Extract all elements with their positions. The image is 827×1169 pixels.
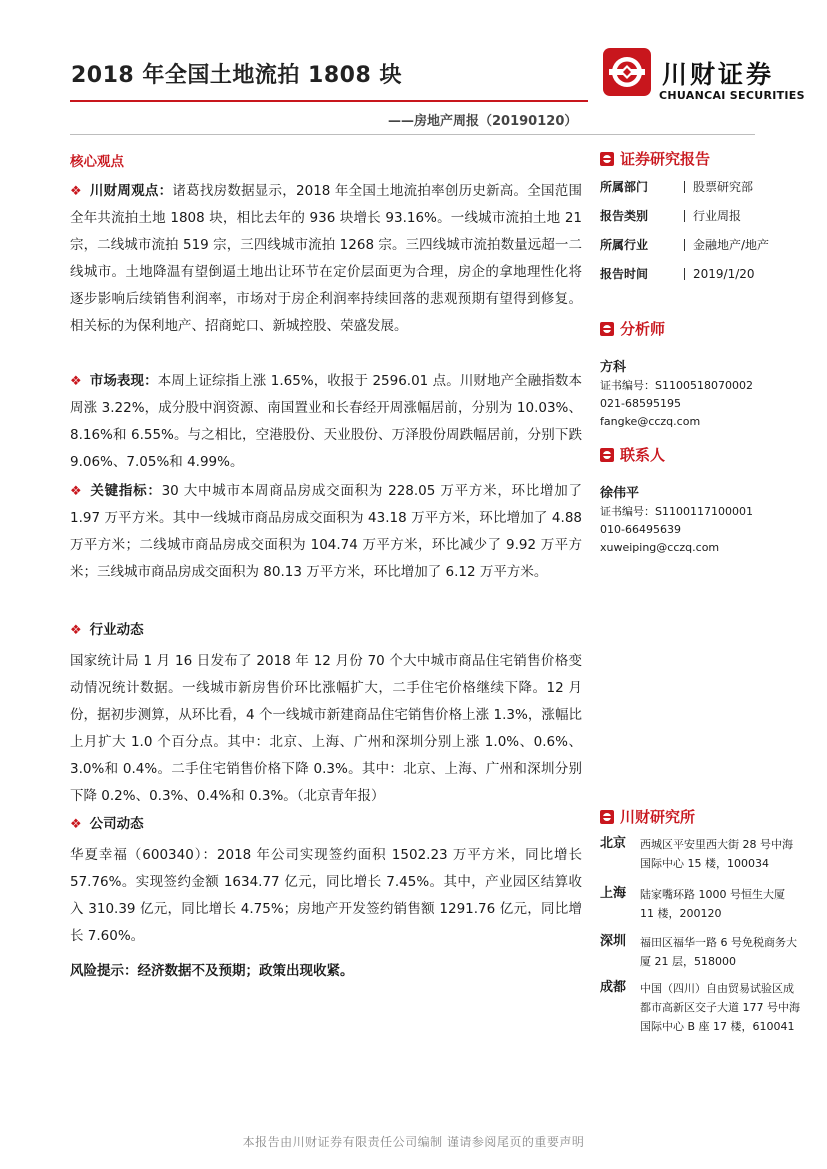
indicators-label: 关键指标： bbox=[90, 483, 162, 499]
report-subtitle: ——房地产周报（20190120） bbox=[388, 114, 578, 129]
section-market bbox=[70, 368, 582, 476]
company-heading: 公司动态 bbox=[89, 816, 144, 832]
weekly-view-label: 川财周观点： bbox=[89, 183, 173, 199]
risk-warning: 风险提示：经济数据不及预期；政策出现收紧。 bbox=[70, 963, 354, 979]
report-type-heading bbox=[600, 148, 800, 169]
office-shenzhen bbox=[600, 930, 800, 971]
contact-cert: 证书编号：S1100117100001 bbox=[600, 505, 753, 518]
company-text: 华夏幸福（600340）：2018 年公司实现签约面积 1502.23 万平方米，同比增长 57.76%。实现签约金额 1634.77 亿元，同比增长 7.45%。其中，产业园区结算收入 310.39 亿元，同比增长 4.75%；房地产开发签约销售额 1291.76 亿元，同比增长 7.60%。 bbox=[70, 847, 582, 944]
report-info-table bbox=[600, 172, 800, 288]
office-city: 上海 bbox=[600, 886, 627, 901]
analyst-phone: 021-68595195 bbox=[600, 397, 681, 410]
company-heading-row bbox=[70, 812, 582, 832]
office-address: 中国（四川）自由贸易试验区成都市高新区交子大道 177 号中海国际中心 B 座 17 楼，610041 bbox=[640, 982, 800, 1033]
contact-heading bbox=[600, 444, 800, 465]
info-value: 金融地产/地产 bbox=[684, 239, 769, 251]
market-label: 市场表现： bbox=[89, 373, 158, 389]
diamond-bullet-icon: ❖ bbox=[70, 184, 82, 199]
info-label: 所属行业 bbox=[600, 238, 649, 252]
section-indicators bbox=[70, 478, 582, 586]
research-institute-heading bbox=[600, 806, 800, 827]
indicators-text: 30 大中城市本周商品房成交面积为 228.05 万平方米，环比增加了 1.97 万平方米。其中一线城市商品房成交面积为 43.18 万平方米，环比增加了 4.88 万平方米；二线城市商品房成交面积为 104.74 万平方米，环比减少了 9.92 万平方米；三线城市商品房成交面积为 80.13 万平方米，环比增加了 6.12 万平方米。 bbox=[70, 483, 582, 580]
contact-name: 徐伟平 bbox=[600, 486, 640, 501]
info-row-category bbox=[600, 201, 800, 230]
office-city: 北京 bbox=[600, 836, 627, 851]
office-address: 陆家嘴环路 1000 号恒生大厦 11 楼，200120 bbox=[640, 888, 785, 920]
office-chengdu bbox=[600, 976, 800, 1036]
logo-mini-icon bbox=[600, 322, 614, 336]
report-title: 2018 年全国土地流拍 1808 块 bbox=[71, 63, 402, 88]
logo-mini-icon bbox=[600, 448, 614, 462]
market-text: 本周上证综指上涨 1.65%，收报于 2596.01 点。川财地产全融指数本周涨 3.22%，成分股中润资源、南国置业和长春经开周涨幅居前，分别为 10.03%、8.16%和 6.55%。与之相比，空港股份、天业股份、万泽股份周跌幅居前，分别下跌 9.06%、7.05%和 4.99%。 bbox=[70, 373, 583, 470]
info-row-industry bbox=[600, 230, 800, 259]
analyst-cert: 证书编号：S1100518070002 bbox=[600, 379, 753, 392]
footer-disclaimer: 本报告由川财证券有限责任公司编制 谨请参阅尾页的重要声明 bbox=[242, 1135, 585, 1149]
analyst-heading bbox=[600, 318, 800, 339]
research-institute-heading-text: 川财研究所 bbox=[620, 808, 696, 826]
info-label: 报告类别 bbox=[600, 209, 649, 223]
analyst-email[interactable]: fangke@cczq.com bbox=[600, 415, 701, 428]
analyst-heading-text: 分析师 bbox=[620, 320, 666, 338]
weekly-view-text: 诸葛找房数据显示，2018 年全国土地流拍率创历史新高。全国范围全年共流拍土地 1808 块，相比去年的 936 块增长 93.16%。一线城市流拍土地 21 宗，二线城市流拍 519 宗，三四线城市流拍 1268 宗。三四线城市流拍数量远超一二线城市。土地降温有望倒逼土地出让环节在定价层面更为合理，房企的拿地理性化将逐步影响后续销售利润率，市场对于房企利润率持续回落的悲观预期有望得到修复。相关标的为保利地产、招商蛇口、新城控股、荣盛发展。 bbox=[70, 183, 583, 334]
industry-text: 国家统计局 1 月 16 日发布了 2018 年 12 月份 70 个大中城市商品住宅销售价格变动情况统计数据。一线城市新房售价环比涨幅扩大，二手住宅价格继续下降。12 月份，据初步测算，从环比看，4 个一线城市新建商品住宅销售价格上涨 1.3%，涨幅比上月扩大 1.0 个百分点。其中：北京、上海、广州和深圳分别上涨 1.0%、0.6%、3.0%和 0.4%。二手住宅销售价格下降 0.3%。其中：北京、上海、广州和深圳分别下降 0.2%、0.3%、0.4%和 0.3%。（北京青年报） bbox=[70, 653, 582, 804]
diamond-bullet-icon: ❖ bbox=[70, 623, 82, 638]
info-label: 所属部门 bbox=[600, 180, 649, 194]
info-row-department bbox=[600, 172, 800, 201]
title-underline bbox=[70, 100, 588, 102]
info-value: 行业周报 bbox=[684, 210, 741, 222]
logo-chinese-name: 川财证券 bbox=[662, 60, 775, 89]
industry-heading-row bbox=[70, 618, 582, 638]
report-type-heading-text: 证券研究报告 bbox=[620, 150, 711, 168]
chuancai-logo-icon bbox=[603, 48, 651, 96]
contact-email[interactable]: xuweiping@cczq.com bbox=[600, 541, 720, 554]
logo-mini-icon bbox=[600, 810, 614, 824]
info-label: 报告时间 bbox=[600, 267, 649, 281]
info-row-date bbox=[600, 259, 800, 288]
info-value: 股票研究部 bbox=[684, 181, 753, 193]
contact-card bbox=[600, 482, 800, 557]
office-address: 福田区福华一路 6 号免税商务大厦 21 层，518000 bbox=[640, 936, 797, 968]
analyst-card bbox=[600, 356, 800, 431]
office-city: 深圳 bbox=[600, 934, 627, 949]
contact-phone: 010-66495639 bbox=[600, 523, 681, 536]
office-shanghai bbox=[600, 882, 800, 923]
analyst-name: 方科 bbox=[600, 360, 627, 375]
diamond-bullet-icon: ❖ bbox=[70, 374, 82, 389]
office-beijing bbox=[600, 832, 800, 873]
logo-english-name: CHUANCAI SECURITIES bbox=[659, 89, 805, 102]
industry-heading: 行业动态 bbox=[89, 622, 144, 638]
contact-heading-text: 联系人 bbox=[620, 446, 666, 464]
office-city: 成都 bbox=[600, 980, 627, 995]
section-weekly-view bbox=[70, 178, 582, 340]
diamond-bullet-icon: ❖ bbox=[70, 484, 83, 499]
diamond-bullet-icon: ❖ bbox=[70, 817, 82, 832]
office-address: 西城区平安里西大街 28 号中海国际中心 15 楼，100034 bbox=[640, 838, 793, 870]
info-value: 2019/1/20 bbox=[684, 268, 755, 280]
logo-mini-icon bbox=[600, 152, 614, 166]
core-heading: 核心观点 bbox=[70, 154, 124, 170]
header-divider bbox=[70, 134, 755, 135]
